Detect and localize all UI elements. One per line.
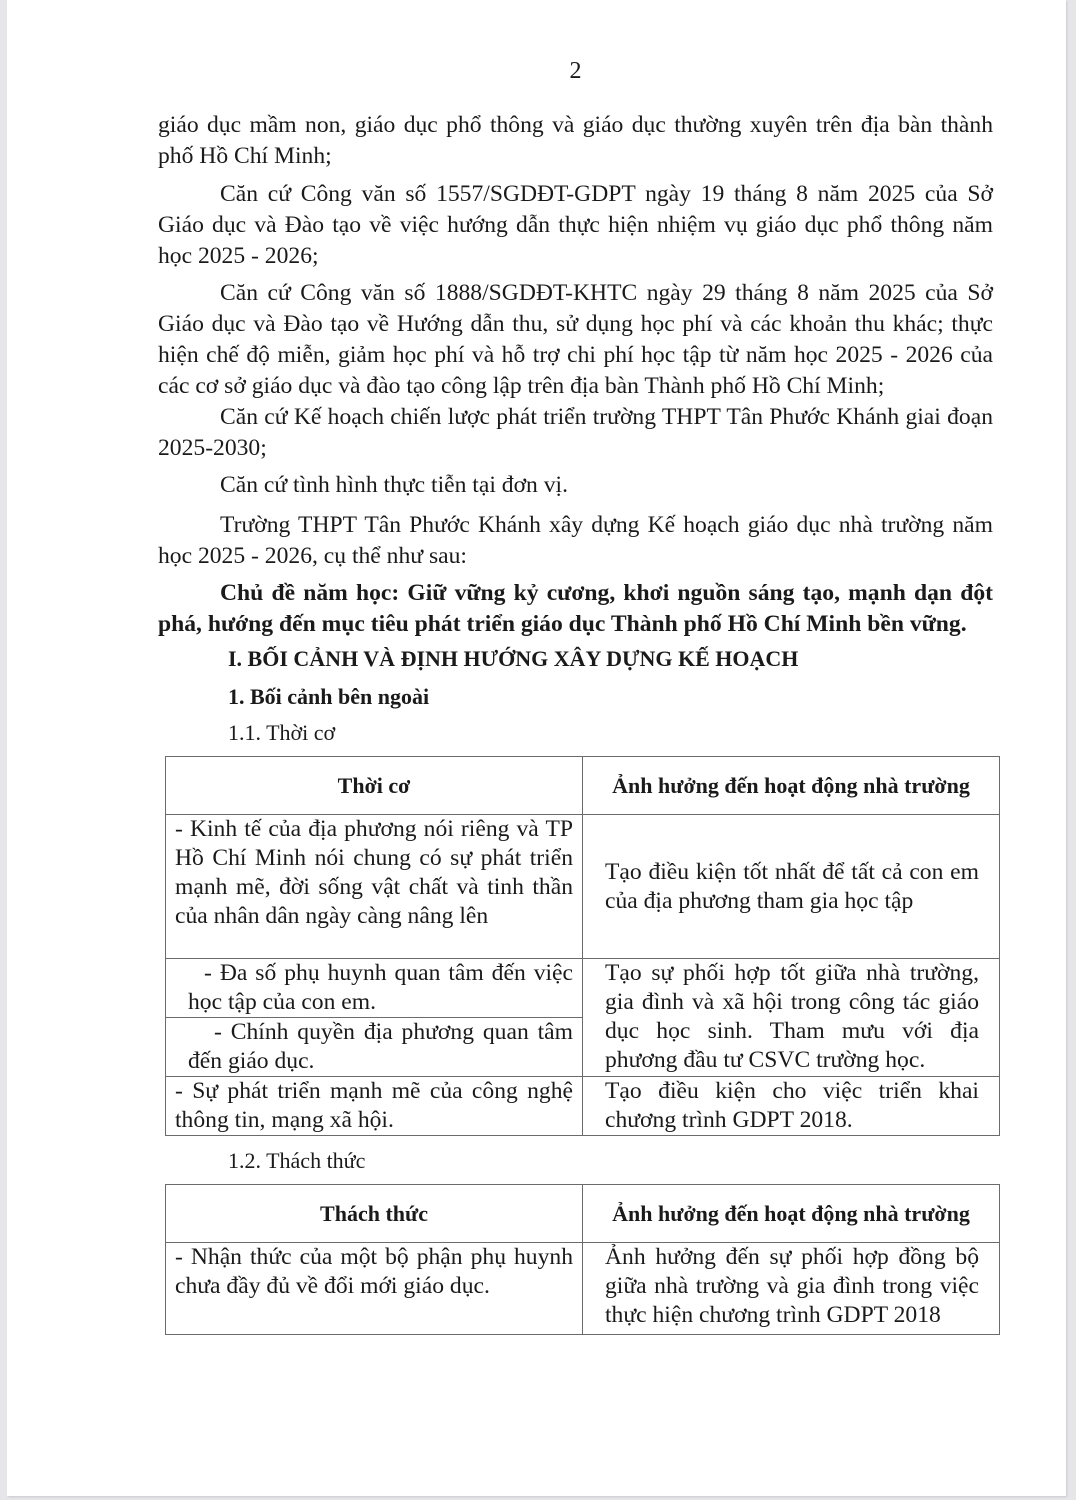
challenges-table [165,1184,1000,1335]
column-header-challenge: Thách thức [166,1185,583,1243]
paragraph-legal-basis-1888: Căn cứ Công văn số 1888/SGDĐT-KHTC ngày 29 tháng 8 năm 2025 của Sở Giáo dục và Đào tạo về Hướng dẫn thu, sử dụng học phí và các khoản thu khác; thực hiện chế độ miễn, giảm học phí và hỗ trợ chi phí học tập từ năm học 2025 - 2026 của các cơ sở giáo dục và đào tạo công lập trên địa bàn Thành phố Hồ Chí Minh; [158,280,993,399]
subheading-challenges: 1.2. Thách thức [228,1148,366,1173]
subheading-external-context: 1. Bối cảnh bên ngoài [228,684,430,709]
paragraph-strategic-plan: Căn cứ Kế hoạch chiến lược phát triển trường THPT Tân Phước Khánh giai đoạn 2025-2030; [158,404,993,461]
opportunity-cell: - Sự phát triển mạnh mẽ của công nghệ thông tin, mạng xã hội. [166,1077,583,1136]
opportunity-cell: - Đa số phụ huynh quan tâm đến việc học tập của con em. [166,959,583,1018]
paragraph-practical-situation: Căn cứ tình hình thực tiễn tại đơn vị. [220,472,568,498]
paragraph-legal-basis-1557: Căn cứ Công văn số 1557/SGDĐT-GDPT ngày 19 tháng 8 năm 2025 của Sở Giáo dục và Đào tạo về việc hướng dẫn thực hiện nhiệm vụ giáo dục phổ thông năm học 2025 - 2026; [158,181,993,269]
table-header-row [166,1185,1000,1243]
impact-cell: Ảnh hưởng đến sự phối hợp đồng bộ giữa nhà trường và gia đình trong việc thực hiện chương trình GDPT 2018 [583,1243,1000,1335]
opportunities-table [165,756,1000,1136]
subheading-opportunities: 1.1. Thời cơ [228,720,336,745]
section-heading-context: I. BỐI CẢNH VÀ ĐỊNH HƯỚNG XÂY DỰNG KẾ HOẠCH [228,646,799,671]
column-header-opportunity: Thời cơ [166,757,583,815]
opportunity-cell: - Chính quyền địa phương quan tâm đến giáo dục. [166,1018,583,1077]
paragraph-school-plan: Trường THPT Tân Phước Khánh xây dựng Kế hoạch giáo dục nhà trường năm học 2025 - 2026, cụ thể như sau: [158,512,993,569]
column-header-impact: Ảnh hưởng đến hoạt động nhà trường [583,1185,1000,1243]
table-row [166,1077,1000,1136]
document-page [7,0,1066,1496]
table-row [166,959,1000,1018]
paragraph-continuation: giáo dục mầm non, giáo dục phổ thông và giáo dục thường xuyên trên địa bàn thành phố Hồ Chí Minh; [158,112,993,169]
opportunity-cell: - Kinh tế của địa phương nói riêng và TP Hồ Chí Minh nói chung có sự phát triển mạnh mẽ, đời sống vật chất và tinh thần của nhân dân ngày càng nâng lên [166,815,583,959]
table-header-row [166,757,1000,815]
table-row [166,1243,1000,1335]
impact-cell-merged: Tạo sự phối hợp tốt giữa nhà trường, gia đình và xã hội trong công tác giáo dục học sinh. Tham mưu với địa phương đầu tư CSVC trường học. [583,959,1000,1077]
challenge-cell: - Nhận thức của một bộ phận phụ huynh chưa đầy đủ về đổi mới giáo dục. [166,1243,583,1335]
column-header-impact: Ảnh hưởng đến hoạt động nhà trường [583,757,1000,815]
table-row [166,815,1000,959]
school-year-theme: Chủ đề năm học: Giữ vững kỷ cương, khơi nguồn sáng tạo, mạnh dạn đột phá, hướng đến mục tiêu phát triển giáo dục Thành phố Hồ Chí Minh bền vững. [158,580,993,637]
impact-cell: Tạo điều kiện cho việc triển khai chương trình GDPT 2018. [583,1077,1000,1136]
impact-cell: Tạo điều kiện tốt nhất để tất cả con em của địa phương tham gia học tập [583,815,1000,959]
page-number: 2 [569,58,582,84]
